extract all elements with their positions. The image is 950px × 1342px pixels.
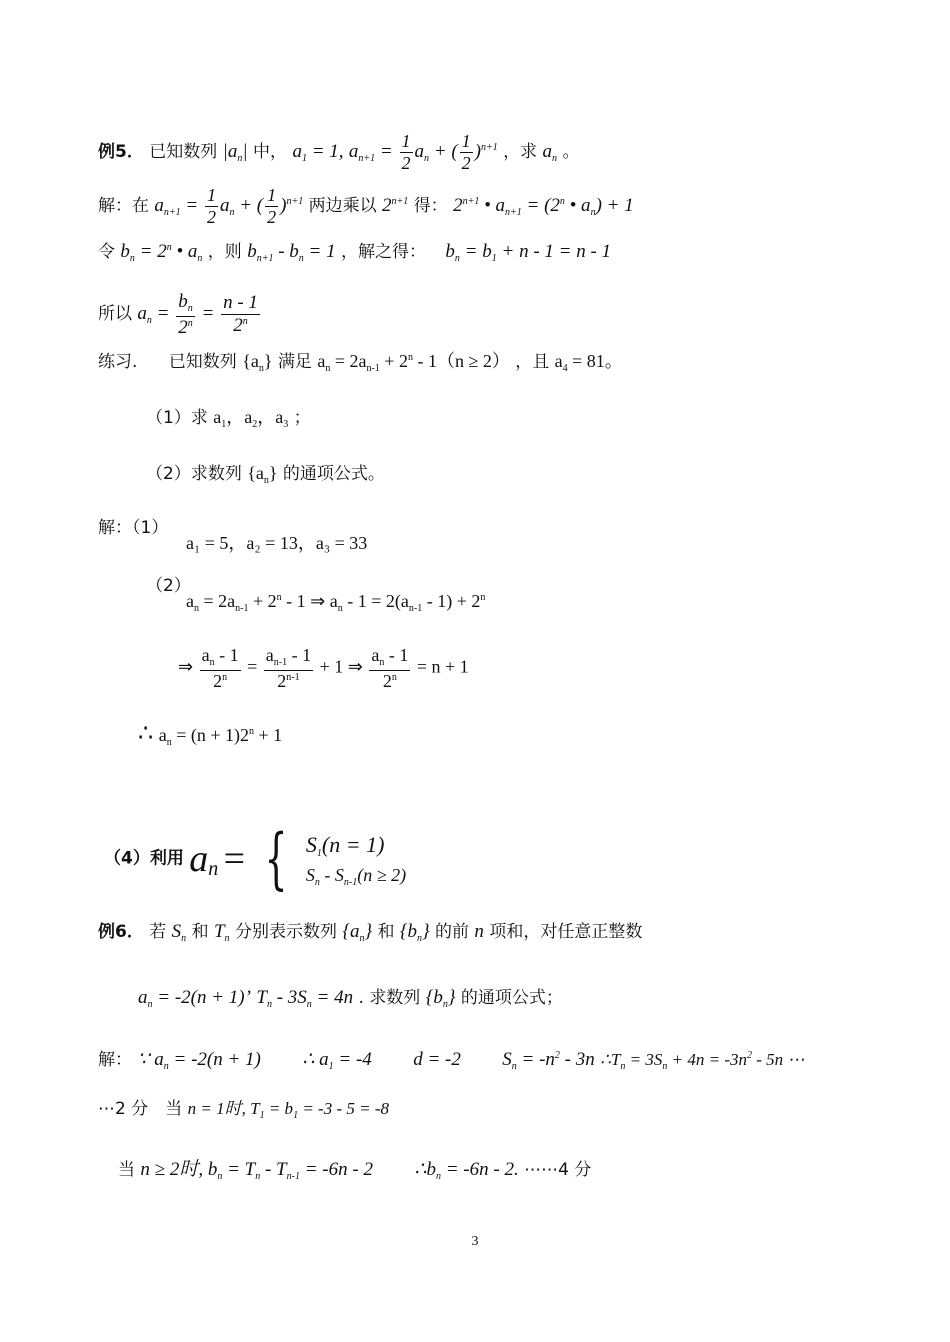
formula-exercise-step-2: ⇒ $\frac{a_n - 1}{2^n}$ = $\frac{a_{n-1} - 1}{2^{n-1}}$ + 1 ⇒ $\frac{a_n - 1}{2^n}$ = n + 1 (178, 645, 469, 691)
formula-sol6-t1: n = 1时, $T_1 = b_1 = -3 - 5 = -8$ (187, 1099, 389, 1121)
formula-exercise-result: $a_n = (n + 1)2^n + 1$ (158, 725, 283, 748)
formula-an-given: $a_n = -2(n + 1)$’ (138, 987, 251, 1010)
solution-6-line-3: 当 n ≥ 2时, $b_n = T_n - T_{n-1} = -6n - 2$ $\therefore b_n = -6n - 2$. ⋯⋯4 分 (118, 1159, 592, 1182)
page-number: 3 (471, 1234, 479, 1249)
solution-6-line-1: 解： ∵ $a_n = -2(n + 1)$ ∴ $a_1 = -4$ d = -2 $S_n = -n^2 - 3n$ $\therefore T_n = 3S_n + 4n = -3n^2 - 5n$ ⋯ (98, 1049, 805, 1072)
formula-sol6-sn: $S_n = -n^2 - 3n$ (502, 1049, 595, 1072)
left-brace: { (263, 820, 288, 897)
formula-a4: $a_4 = 81$。 (554, 351, 623, 374)
formula-sol6-result: $\therefore b_n = -6n - 2$. (414, 1159, 519, 1182)
formula-sol6-tn: $\therefore T_n = 3S_n + 4n = -3n^2 - 5n$ ⋯ (600, 1050, 805, 1072)
formula-seq-an: $|a_n|$ (222, 140, 248, 164)
exercise-solution-1-label: 解：（1） (98, 518, 169, 538)
formula-an-result: $a_n$ = $\frac{b_n}{2^n}$ = $\frac{n - 1}{2^n}$ (137, 291, 258, 338)
formula-multiplied: $2^{n+1}$ • $a_{n+1} = (2^n$ • $a_n) + 1$ (453, 194, 634, 218)
formula-bn-def: $b_n = 2^n$ • $a_n$ (120, 241, 203, 264)
formula-sol6-bn: n ≥ 2时, $b_n = T_n - T_{n-1} = -6n - 2$ (140, 1159, 373, 1182)
solution-5-line-1: 解：在 $a_{n+1}$ = $\frac{1}{2}$ $a_n$ + ( $\frac{1}{2}$ )$^{n+1}$ 两边乘以 $2^{n+1}$ 得： $2^{n+1}$ • $a_{n+1} = (2^n$ • $a_n) + 1$ (98, 185, 634, 227)
formula-recurrence: $a_{n+1}$ = $\frac{1}{2}$ $a_n$ + ( $\frac{1}{2}$ )$^{n+1}$ (348, 131, 498, 173)
exercise-question-1: （1）求 $a_1$，$a_2$，$a_3$ ； (146, 407, 311, 430)
exercise-question-2: （2）求数列 $\{a_n\}$ 的通项公式。 (146, 463, 385, 486)
section-4-line: （4）利用 $a_n$ = { $S_1(n = 1)$ $S_n - S_{n-1}(n \ge 2)$ (104, 820, 407, 897)
example-5-label: 例5． (98, 141, 144, 162)
formula-recurrence-2: $a_{n+1}$ = $\frac{1}{2}$ $a_n$ + ( $\frac{1}{2}$ )$^{n+1}$ (154, 185, 304, 227)
formula-bn-diff: $b_{n+1} - b_n = 1$ (247, 241, 336, 264)
solution-5-line-2: 令 $b_n = 2^n$ • $a_n$ ，则 $b_{n+1} - b_n = 1$ ，解之得： $b_n = b_1 + n - 1 = n - 1$ (98, 241, 612, 264)
formula-sol6-a: ∵ $a_n = -2(n + 1)$ (137, 1049, 261, 1072)
formula-sol6-b: ∴ $a_1 = -4$ (302, 1049, 372, 1072)
exercise-line: 练习. 已知数列 $\{a_n\}$ 满足 $a_n = 2a_{n-1} + 2^n - 1(n \ge 2)$ ，且 $a_4 = 81$。 (98, 351, 623, 374)
formula-bn-solution: $b_n = b_1 + n - 1 = n - 1$ (445, 241, 612, 264)
formula-a1: $a_1 = 1$, (292, 140, 344, 164)
example-6-line-1: 例6． 若 $S_n$ 和 $T_n$ 分别表示数列 $\{a_n\}$ 和 $\{b_n\}$ 的前 n 项和，对任意正整数 (98, 921, 643, 944)
example-6-label: 例6． (98, 922, 144, 942)
solution-5-line-3: 所以 $a_n$ = $\frac{b_n}{2^n}$ = $\frac{n - 1}{2^n}$ (98, 292, 262, 337)
formula-an-big: $a_n$ (189, 837, 219, 880)
example-6-line-2: $a_n = -2(n + 1)$’ $T_n - 3S_n = 4n$ . 求数列 $\{b_n\}$ 的通项公式； (138, 987, 563, 1010)
example-5-line: 例5． 已知数列 $|a_n|$ 中， $a_1 = 1$, $a_{n+1}$ = $\frac{1}{2}$ $a_n$ + ( $\frac{1}{2}$ )$^{n+1}$ ，求 $a_n$ 。 (98, 131, 580, 173)
formula-sol6-d: d = -2 (413, 1049, 461, 1070)
formula-exercise-recurrence: $a_n = 2a_{n-1} + 2^n - 1(n \ge 2)$ (317, 351, 510, 374)
formula-tn-sn: $T_n - 3S_n = 4n$ (256, 987, 354, 1010)
formula-cases: $S_1(n = 1)$ $S_n - S_{n-1}(n \ge 2)$ (305, 832, 407, 888)
exercise-solution-2-label: （2） (146, 576, 191, 596)
exercise-conclusion: ∴ $a_n = (n + 1)2^n + 1$ (138, 721, 283, 748)
exercise-solution-1: a₁ = 5，a₂ = 13，a₃ = 33 (186, 533, 368, 553)
solution-6-line-2: ⋯2 分 当 n = 1时, $T_1 = b_1 = -3 - 5 = -8$ (98, 1099, 389, 1121)
formula-exercise-step-1: $a_n = 2a_{n-1} + 2^n - 1$ ⇒ $a_n - 1 = 2(a_{n-1} - 1) + 2^n$ (186, 591, 486, 614)
